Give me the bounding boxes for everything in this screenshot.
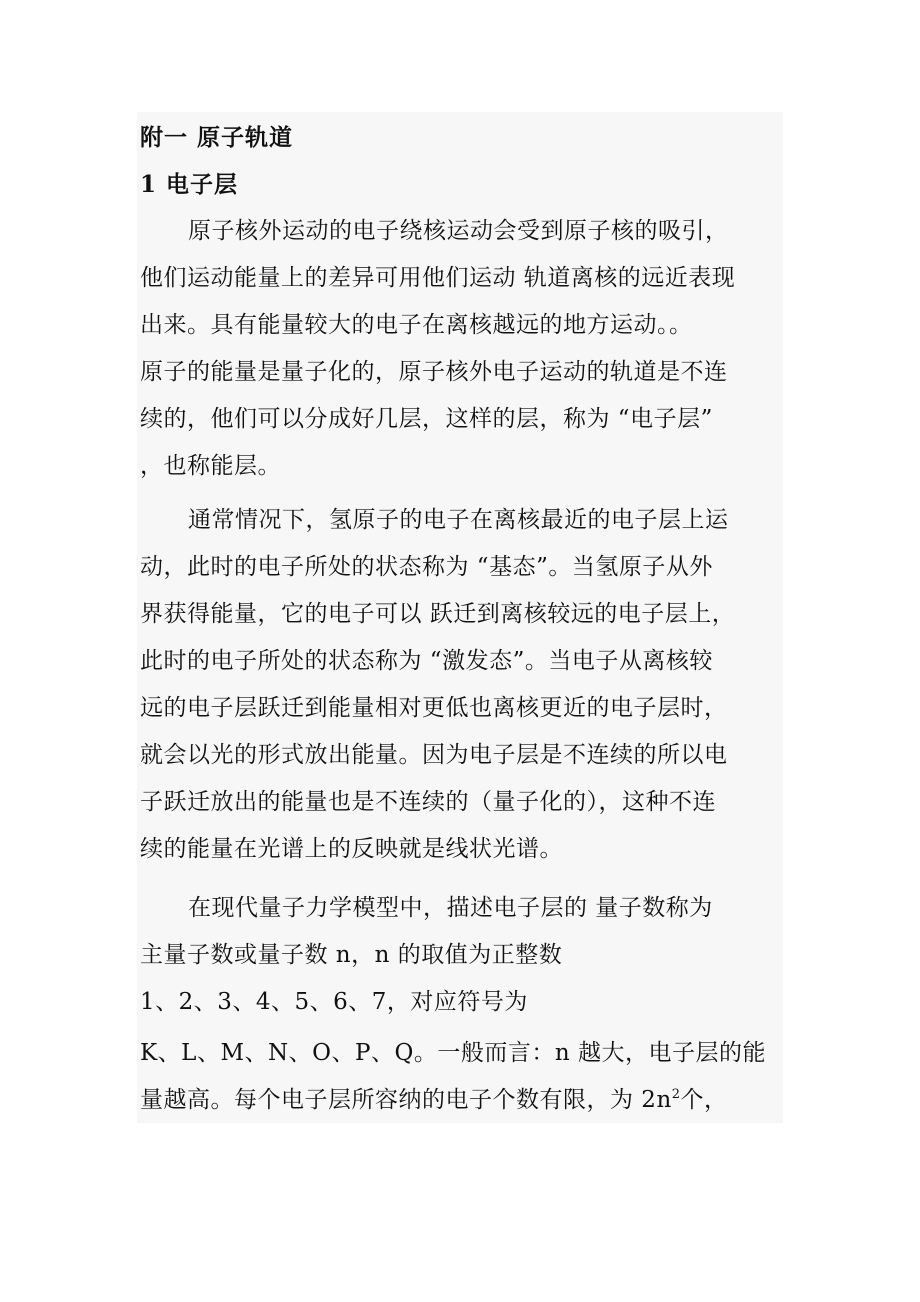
paragraph-line: 远的电子层跃迁到能量相对更低也离核更近的电子层时，	[140, 695, 728, 721]
paragraph-line: K、L、M、N、O、P、Q。一般而言：n 越大，电子层的能	[140, 1040, 766, 1066]
main-heading: 附一 原子轨道	[140, 124, 294, 151]
paragraph-line: 动，此时的电子所处的状态称为 “基态”。当氢原子从外	[140, 554, 713, 580]
exponent: 2	[671, 1087, 681, 1102]
formula-text-after: 个，	[680, 1087, 728, 1113]
paragraph-line-formula	[140, 1077, 728, 1124]
paragraph-line: 此时的电子所处的状态称为 “激发态”。当电子从离核较	[140, 648, 713, 674]
paragraph-line: 就会以光的形式放出能量。因为电子层是不连续的所以电	[140, 742, 728, 768]
paragraph-line: 出来。具有能量较大的电子在离核越远的地方运动。。	[140, 312, 693, 338]
paragraph-line: ，也称能层。	[140, 453, 281, 479]
paragraph-line: 在现代量子力学模型中，描述电子层的 量子数称为	[188, 895, 713, 921]
paragraph-line: 通常情况下，氢原子的电子在离核最近的电子层上运	[188, 507, 729, 533]
paragraph-line: 界获得能量，它的电子可以 跃迁到离核较远的电子层上，	[140, 601, 736, 627]
paragraph-line: 原子的能量是量子化的，原子核外电子运动的轨道是不连	[140, 359, 728, 385]
paragraph-line: 续的，他们可以分成好几层，这样的层，称为 “电子层”	[140, 406, 713, 432]
paragraph-line: 续的能量在光谱上的反映就是线状光谱。	[140, 836, 563, 862]
paragraph-line: 他们运动能量上的差异可用他们运动 轨道离核的远近表现	[140, 265, 736, 291]
paragraph-line: 子跃迁放出的能量也是不连续的（量子化的），这种不连	[140, 789, 716, 815]
paragraph-line: 主量子数或量子数 n，n 的取值为正整数	[140, 942, 563, 968]
paragraph-line: 原子核外运动的电子绕核运动会受到原子核的吸引，	[188, 218, 729, 244]
section-heading: 1 电子层	[140, 171, 239, 198]
paragraph-line: 1、2、3、4、5、6、7，对应符号为	[140, 989, 528, 1015]
formula-text-before: 量越高。每个电子层所容纳的电子个数有限，为 2n	[140, 1087, 672, 1113]
